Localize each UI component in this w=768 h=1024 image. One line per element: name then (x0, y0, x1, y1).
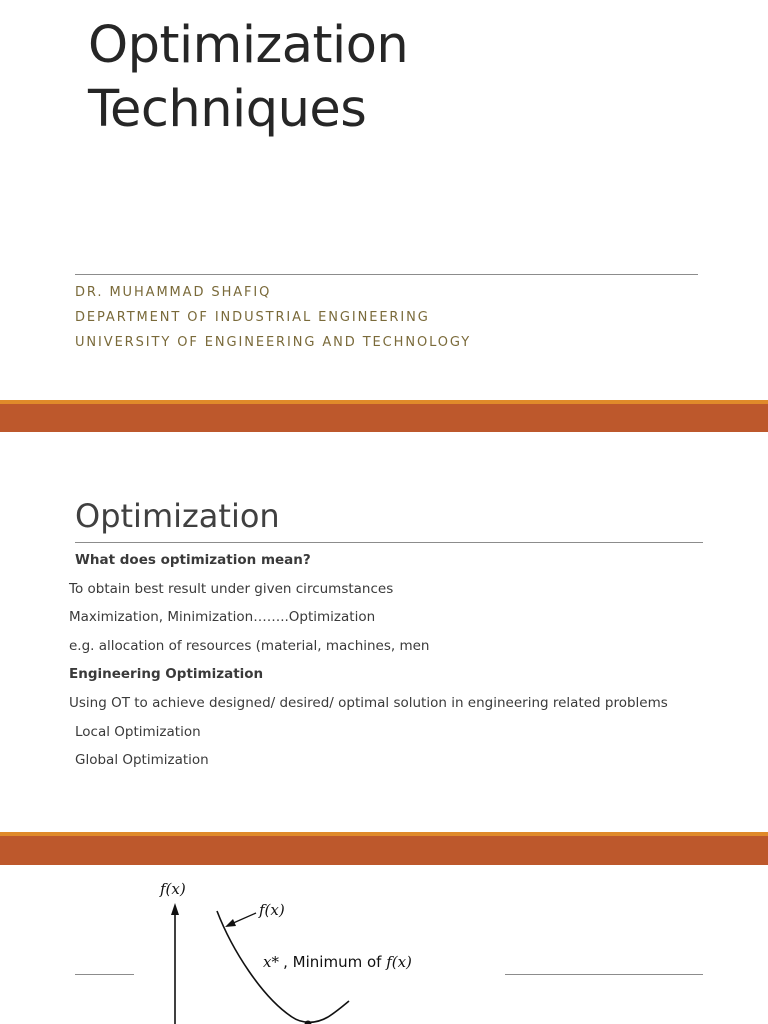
title-slide (0, 0, 768, 400)
bullet-item: Using OT to achieve designed/ desired/ optimal solution in engineering related problems (69, 694, 668, 711)
minimum-function-figure (0, 865, 768, 1024)
minimum-function: f(x) (386, 953, 412, 971)
bullet-item: What does optimization mean? (75, 552, 311, 568)
curve-label: f(x) (259, 901, 285, 919)
bullet-item: Local Optimization (75, 723, 201, 740)
bullet-item: Global Optimization (75, 752, 209, 769)
title-divider (75, 274, 698, 275)
content-slide (0, 432, 768, 832)
bullet-list (0, 548, 768, 777)
figure-slide (0, 865, 768, 1024)
bullet-item: To obtain best result under given circumstances (69, 580, 394, 597)
bullet-item: Engineering Optimization (69, 666, 264, 683)
title-line-2: Techniques (88, 80, 367, 139)
heading-divider (75, 542, 703, 543)
curve-label-arrowhead (225, 919, 236, 927)
title-line-1: Optimization (88, 16, 409, 75)
y-axis-arrowhead (171, 903, 179, 915)
minimum-point (305, 1021, 312, 1024)
slide-separator-band (0, 400, 768, 432)
minimum-text: , Minimum of (283, 953, 387, 971)
university-name: UNIVERSITY OF ENGINEERING AND TECHNOLOGY (75, 335, 472, 350)
author-name: DR. MUHAMMAD SHAFIQ (75, 285, 272, 300)
bullet-item: Maximization, Minimization……..Optimization (69, 609, 376, 626)
slide-heading: Optimization (75, 497, 280, 535)
bullet-item: e.g. allocation of resources (material, machines, men (69, 637, 430, 654)
minimum-variable: x* (263, 953, 279, 971)
y-axis-label: f(x) (160, 880, 186, 898)
department-name: DEPARTMENT OF INDUSTRIAL ENGINEERING (75, 310, 430, 325)
minimum-label (263, 953, 412, 971)
presentation-title (88, 14, 688, 142)
curve-label-pointer (231, 913, 256, 924)
slide-separator-band (0, 832, 768, 865)
subtitle-block (75, 280, 471, 355)
